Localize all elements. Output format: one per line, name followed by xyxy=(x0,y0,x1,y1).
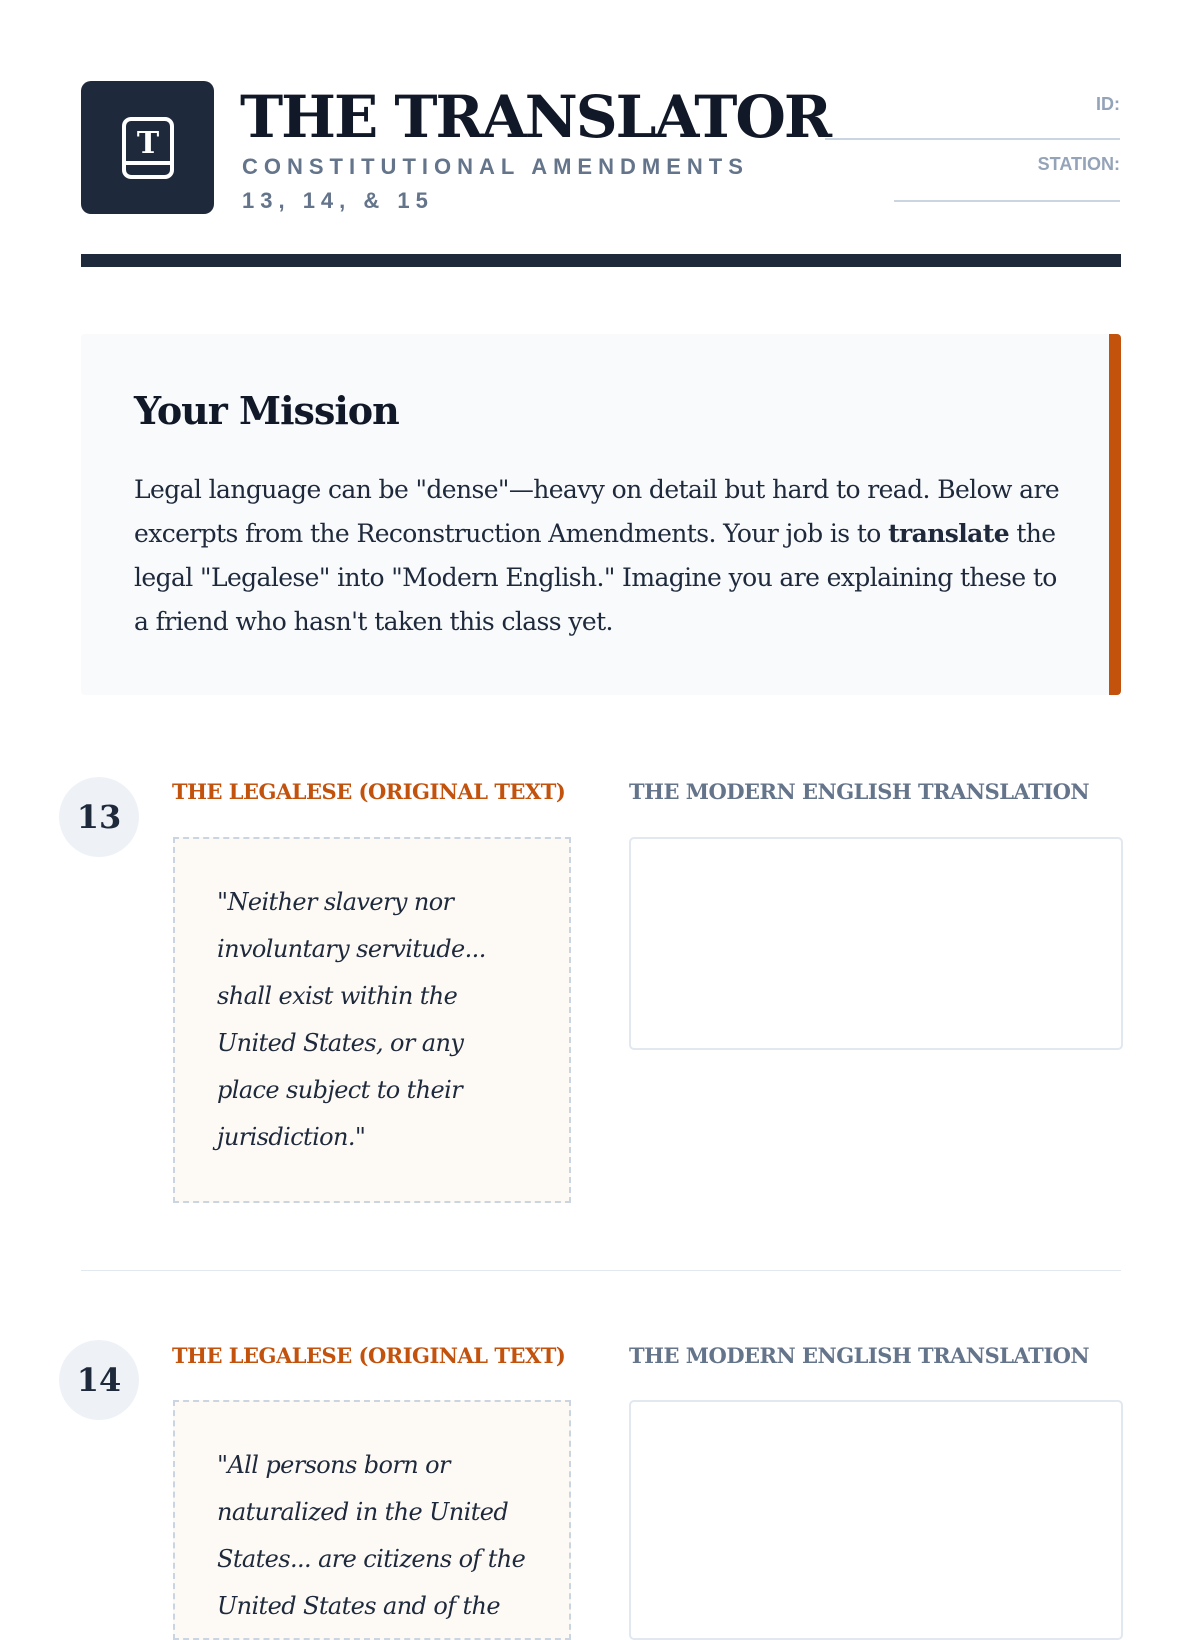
amendment-number: 14 xyxy=(59,1340,139,1420)
logo xyxy=(81,81,214,214)
original-text-box xyxy=(173,1400,571,1640)
mission-text-bold: translate xyxy=(888,519,1010,548)
original-text: "All persons born or naturalized in the United States... are citizens of the United States and of the xyxy=(217,1451,526,1620)
page-title: THE TRANSLATOR xyxy=(240,83,831,151)
mission-panel xyxy=(81,334,1121,695)
station-field[interactable] xyxy=(894,200,1120,202)
translation-answer-box[interactable] xyxy=(629,1400,1123,1640)
station-label: STATION: xyxy=(1037,154,1120,174)
original-text-box xyxy=(173,837,571,1203)
translation-heading: THE MODERN ENGLISH TRANSLATION xyxy=(629,1343,1090,1368)
book-t-icon xyxy=(122,117,174,179)
logo-letter: T xyxy=(136,125,159,161)
section-divider xyxy=(81,1270,1121,1271)
original-text-heading: THE LEGALESE (ORIGINAL TEXT) xyxy=(172,779,566,804)
mission-text xyxy=(134,468,1064,644)
original-text: "Neither slavery nor involuntary servitude... shall exist within the United States, or any place subject to their jurisdiction." xyxy=(217,888,486,1151)
header-divider xyxy=(81,254,1121,267)
page-subtitle: CONSTITUTIONAL AMENDMENTS 13, 14, & 15 xyxy=(242,154,749,213)
mission-text-part1: Legal language can be "dense"—heavy on detail but hard to read. Below are excerpts from the Reconstruction Amendments. Your job is to xyxy=(134,475,1060,548)
amendment-number: 13 xyxy=(59,777,139,857)
id-label: ID: xyxy=(1096,94,1120,114)
original-text-heading: THE LEGALESE (ORIGINAL TEXT) xyxy=(172,1343,566,1368)
translation-answer-box[interactable] xyxy=(629,837,1123,1050)
mission-title: Your Mission xyxy=(134,388,399,433)
translation-heading: THE MODERN ENGLISH TRANSLATION xyxy=(629,779,1090,804)
mission-text-part2: the legal "Legalese" into "Modern English." Imagine you are explaining these to a friend who hasn't taken this class yet. xyxy=(134,519,1057,636)
id-field[interactable] xyxy=(825,138,1120,140)
